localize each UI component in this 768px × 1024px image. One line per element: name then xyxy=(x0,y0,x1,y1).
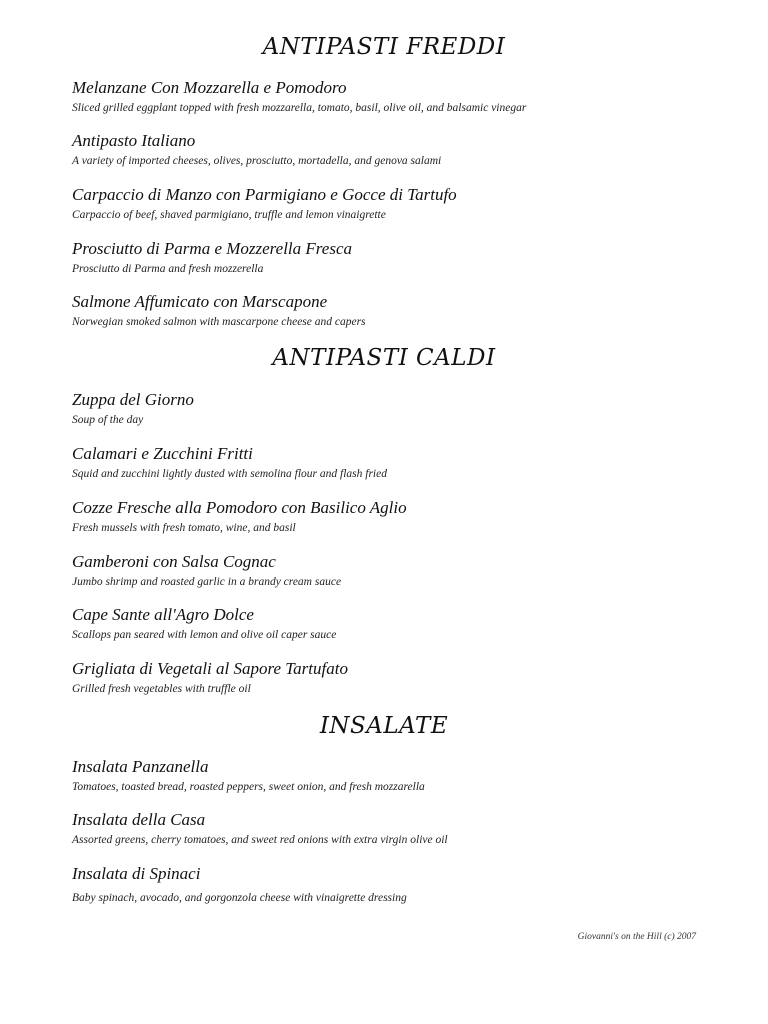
menu-item-description: Sliced grilled eggplant topped with fresh mozzarella, tomato, basil, olive oil, and balsamic vinegar xyxy=(72,102,527,114)
menu-item xyxy=(72,292,712,330)
menu-item xyxy=(72,864,712,906)
menu-item-name: Insalata Panzanella xyxy=(72,757,209,776)
menu-item-description: Scallops pan seared with lemon and olive oil caper sauce xyxy=(72,629,337,641)
menu-item xyxy=(72,498,712,536)
menu-item xyxy=(72,131,712,169)
menu-item-name: Insalata della Casa xyxy=(72,810,206,829)
menu-item-name: Cape Sante all'Agro Dolce xyxy=(72,605,254,624)
menu-item xyxy=(72,185,712,223)
menu-item-name: Prosciutto di Parma e Mozzerella Fresca xyxy=(72,239,352,258)
menu-item-description: Baby spinach, avocado, and gorgonzola cheese with vinaigrette dressing xyxy=(72,892,407,904)
menu-item xyxy=(72,605,712,643)
menu-item xyxy=(72,659,712,697)
menu-item-description: Jumbo shrimp and roasted garlic in a brandy cream sauce xyxy=(72,576,342,588)
menu-item-description: Norwegian smoked salmon with mascarpone cheese and capers xyxy=(72,316,366,328)
section-title-insalate: INSALATE xyxy=(319,713,449,739)
menu-item-name: Melanzane Con Mozzarella e Pomodoro xyxy=(72,78,347,97)
menu-item-description: Tomatoes, toasted bread, roasted peppers, sweet onion, and fresh mozzarella xyxy=(72,781,425,793)
menu-item xyxy=(72,78,712,116)
menu-item-description: Soup of the day xyxy=(72,414,144,426)
menu-item-name: Zuppa del Giorno xyxy=(72,390,194,409)
section-title-antipasti-caldi: ANTIPASTI CALDI xyxy=(272,345,496,371)
menu-item-name: Insalata di Spinaci xyxy=(72,864,201,883)
menu-item xyxy=(72,444,712,482)
menu-item xyxy=(72,757,712,795)
menu-item xyxy=(72,810,712,848)
menu-item-description: Assorted greens, cherry tomatoes, and sweet red onions with extra virgin olive oil xyxy=(72,834,448,846)
menu-item xyxy=(72,552,712,590)
menu-item-description: Grilled fresh vegetables with truffle oil xyxy=(72,683,251,695)
menu-item xyxy=(72,390,712,428)
menu-item-name: Cozze Fresche alla Pomodoro con Basilico Aglio xyxy=(72,498,407,517)
menu-item-description: Fresh mussels with fresh tomato, wine, and basil xyxy=(72,522,296,534)
menu-item-name: Calamari e Zucchini Fritti xyxy=(72,444,253,463)
menu-item-name: Carpaccio di Manzo con Parmigiano e Gocce di Tartufo xyxy=(72,185,457,204)
section-title-antipasti-freddi: ANTIPASTI FREDDI xyxy=(262,34,506,60)
menu-item-description: Carpaccio of beef, shaved parmigiano, truffle and lemon vinaigrette xyxy=(72,209,386,221)
copyright-footer: Giovanni's on the Hill (c) 2007 xyxy=(577,932,696,942)
menu-item-description: Prosciutto di Parma and fresh mozzerella xyxy=(72,263,264,275)
menu-item-description: A variety of imported cheeses, olives, prosciutto, mortadella, and genova salami xyxy=(72,155,442,167)
menu-item-name: Salmone Affumicato con Marscapone xyxy=(72,292,328,311)
menu-item xyxy=(72,239,712,277)
menu-item-name: Antipasto Italiano xyxy=(72,131,196,150)
menu-item-name: Gamberoni con Salsa Cognac xyxy=(72,552,276,571)
menu-item-description: Squid and zucchini lightly dusted with semolina flour and flash fried xyxy=(72,468,387,480)
menu-item-name: Grigliata di Vegetali al Sapore Tartufato xyxy=(72,659,348,678)
